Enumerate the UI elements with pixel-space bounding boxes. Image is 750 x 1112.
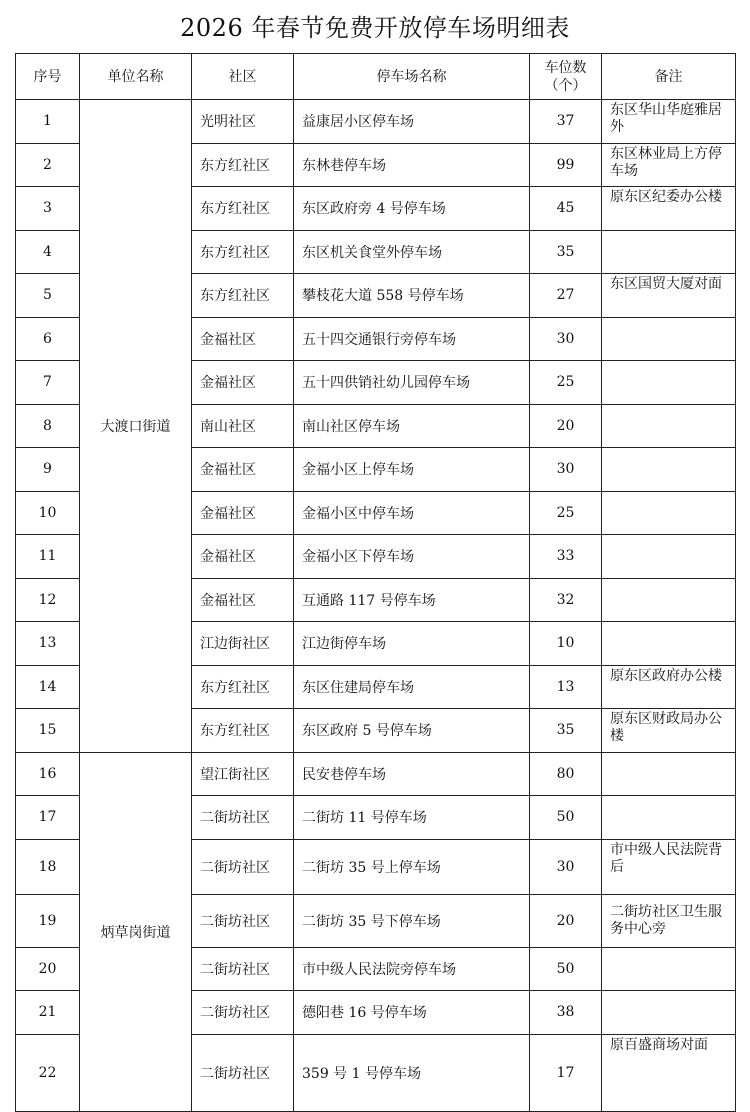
- row-index: 13: [16, 622, 80, 666]
- row-community: 二街坊社区: [192, 796, 294, 840]
- row-note: [602, 404, 736, 448]
- row-spaces: 38: [530, 991, 602, 1035]
- row-lot-name: 东区机关食堂外停车场: [294, 230, 530, 274]
- row-lot-name: 二街坊 11 号停车场: [294, 796, 530, 840]
- row-index: 8: [16, 404, 80, 448]
- row-lot-name: 东林巷停车场: [294, 143, 530, 187]
- row-lot-name: 金福小区中停车场: [294, 491, 530, 535]
- row-spaces: 33: [530, 535, 602, 579]
- row-note: 原东区纪委办公楼: [602, 187, 736, 231]
- header-community: 社区: [192, 54, 294, 100]
- row-lot-name: 东区住建局停车场: [294, 665, 530, 709]
- row-index: 6: [16, 317, 80, 361]
- row-note: [602, 448, 736, 492]
- row-community: 二街坊社区: [192, 1034, 294, 1111]
- row-community: 东方红社区: [192, 274, 294, 318]
- row-note: 东区国贸大厦对面: [602, 274, 736, 318]
- row-lot-name: 金福小区下停车场: [294, 535, 530, 579]
- row-note: 东区林业局上方停车场: [602, 143, 736, 187]
- row-community: 金福社区: [192, 491, 294, 535]
- row-index: 14: [16, 665, 80, 709]
- row-note: [602, 796, 736, 840]
- row-community: 金福社区: [192, 535, 294, 579]
- row-note: [602, 752, 736, 796]
- row-index: 9: [16, 448, 80, 492]
- row-community: 二街坊社区: [192, 894, 294, 947]
- row-index: 18: [16, 839, 80, 894]
- row-lot-name: 民安巷停车场: [294, 752, 530, 796]
- table-body: [16, 100, 736, 1112]
- row-community: 金福社区: [192, 578, 294, 622]
- unit-name-cell: 炳草岗街道: [80, 752, 192, 1111]
- row-spaces: 30: [530, 448, 602, 492]
- page-title: 2026 年春节免费开放停车场明细表: [180, 14, 570, 42]
- row-spaces: 25: [530, 491, 602, 535]
- header-unit: 单位名称: [80, 54, 192, 100]
- row-spaces: 35: [530, 230, 602, 274]
- row-note: [602, 578, 736, 622]
- row-index: 17: [16, 796, 80, 840]
- row-community: 光明社区: [192, 100, 294, 144]
- row-community: 金福社区: [192, 448, 294, 492]
- row-lot-name: 二街坊 35 号下停车场: [294, 894, 530, 947]
- row-spaces: 20: [530, 894, 602, 947]
- row-lot-name: 二街坊 35 号上停车场: [294, 839, 530, 894]
- row-index: 10: [16, 491, 80, 535]
- header-spaces: 车位数（个）: [530, 54, 602, 100]
- row-note: [602, 317, 736, 361]
- row-note: 市中级人民法院背后: [602, 839, 736, 894]
- header-index: 序号: [16, 54, 80, 100]
- row-community: 二街坊社区: [192, 839, 294, 894]
- row-lot-name: 江边街停车场: [294, 622, 530, 666]
- row-index: 7: [16, 361, 80, 405]
- row-index: 2: [16, 143, 80, 187]
- row-index: 20: [16, 947, 80, 991]
- row-index: 22: [16, 1034, 80, 1111]
- row-spaces: 20: [530, 404, 602, 448]
- row-spaces: 27: [530, 274, 602, 318]
- row-note: 原东区政府办公楼: [602, 665, 736, 709]
- unit-name-cell: 大渡口街道: [80, 100, 192, 753]
- row-index: 12: [16, 578, 80, 622]
- row-lot-name: 市中级人民法院旁停车场: [294, 947, 530, 991]
- row-index: 4: [16, 230, 80, 274]
- parking-table: [15, 53, 736, 1112]
- row-spaces: 50: [530, 796, 602, 840]
- row-community: 东方红社区: [192, 665, 294, 709]
- row-spaces: 25: [530, 361, 602, 405]
- row-lot-name: 德阳巷 16 号停车场: [294, 991, 530, 1035]
- row-community: 金福社区: [192, 361, 294, 405]
- header-row: [16, 54, 736, 100]
- row-spaces: 35: [530, 709, 602, 753]
- header-lot-name: 停车场名称: [294, 54, 530, 100]
- row-spaces: 45: [530, 187, 602, 231]
- row-lot-name: 互通路 117 号停车场: [294, 578, 530, 622]
- row-community: 二街坊社区: [192, 991, 294, 1035]
- row-community: 金福社区: [192, 317, 294, 361]
- table-row: [16, 100, 736, 144]
- row-spaces: 99: [530, 143, 602, 187]
- row-spaces: 30: [530, 317, 602, 361]
- row-community: 东方红社区: [192, 709, 294, 753]
- row-note: [602, 491, 736, 535]
- row-lot-name: 益康居小区停车场: [294, 100, 530, 144]
- row-spaces: 13: [530, 665, 602, 709]
- row-note: 东区华山华庭雅居外: [602, 100, 736, 144]
- row-note: [602, 361, 736, 405]
- row-spaces: 17: [530, 1034, 602, 1111]
- row-lot-name: 金福小区上停车场: [294, 448, 530, 492]
- row-note: [602, 230, 736, 274]
- row-index: 16: [16, 752, 80, 796]
- row-lot-name: 五十四交通银行旁停车场: [294, 317, 530, 361]
- row-index: 15: [16, 709, 80, 753]
- row-spaces: 37: [530, 100, 602, 144]
- row-note: [602, 947, 736, 991]
- header-note: 备注: [602, 54, 736, 100]
- row-index: 19: [16, 894, 80, 947]
- row-community: 江边街社区: [192, 622, 294, 666]
- row-index: 1: [16, 100, 80, 144]
- row-note: [602, 535, 736, 579]
- row-lot-name: 东区政府 5 号停车场: [294, 709, 530, 753]
- row-community: 望江街社区: [192, 752, 294, 796]
- row-index: 3: [16, 187, 80, 231]
- row-spaces: 32: [530, 578, 602, 622]
- row-spaces: 30: [530, 839, 602, 894]
- row-note: 二街坊社区卫生服务中心旁: [602, 894, 736, 947]
- row-spaces: 50: [530, 947, 602, 991]
- row-community: 东方红社区: [192, 187, 294, 231]
- row-community: 东方红社区: [192, 143, 294, 187]
- row-index: 11: [16, 535, 80, 579]
- row-community: 南山社区: [192, 404, 294, 448]
- row-note: 原东区财政局办公楼: [602, 709, 736, 753]
- row-note: 原百盛商场对面: [602, 1034, 736, 1111]
- row-community: 二街坊社区: [192, 947, 294, 991]
- row-lot-name: 359 号 1 号停车场: [294, 1034, 530, 1111]
- row-index: 21: [16, 991, 80, 1035]
- row-lot-name: 东区政府旁 4 号停车场: [294, 187, 530, 231]
- row-lot-name: 攀枝花大道 558 号停车场: [294, 274, 530, 318]
- row-spaces: 10: [530, 622, 602, 666]
- row-spaces: 80: [530, 752, 602, 796]
- table-row: [16, 752, 736, 796]
- row-lot-name: 南山社区停车场: [294, 404, 530, 448]
- row-note: [602, 622, 736, 666]
- row-community: 东方红社区: [192, 230, 294, 274]
- row-note: [602, 991, 736, 1035]
- row-lot-name: 五十四供销社幼儿园停车场: [294, 361, 530, 405]
- row-index: 5: [16, 274, 80, 318]
